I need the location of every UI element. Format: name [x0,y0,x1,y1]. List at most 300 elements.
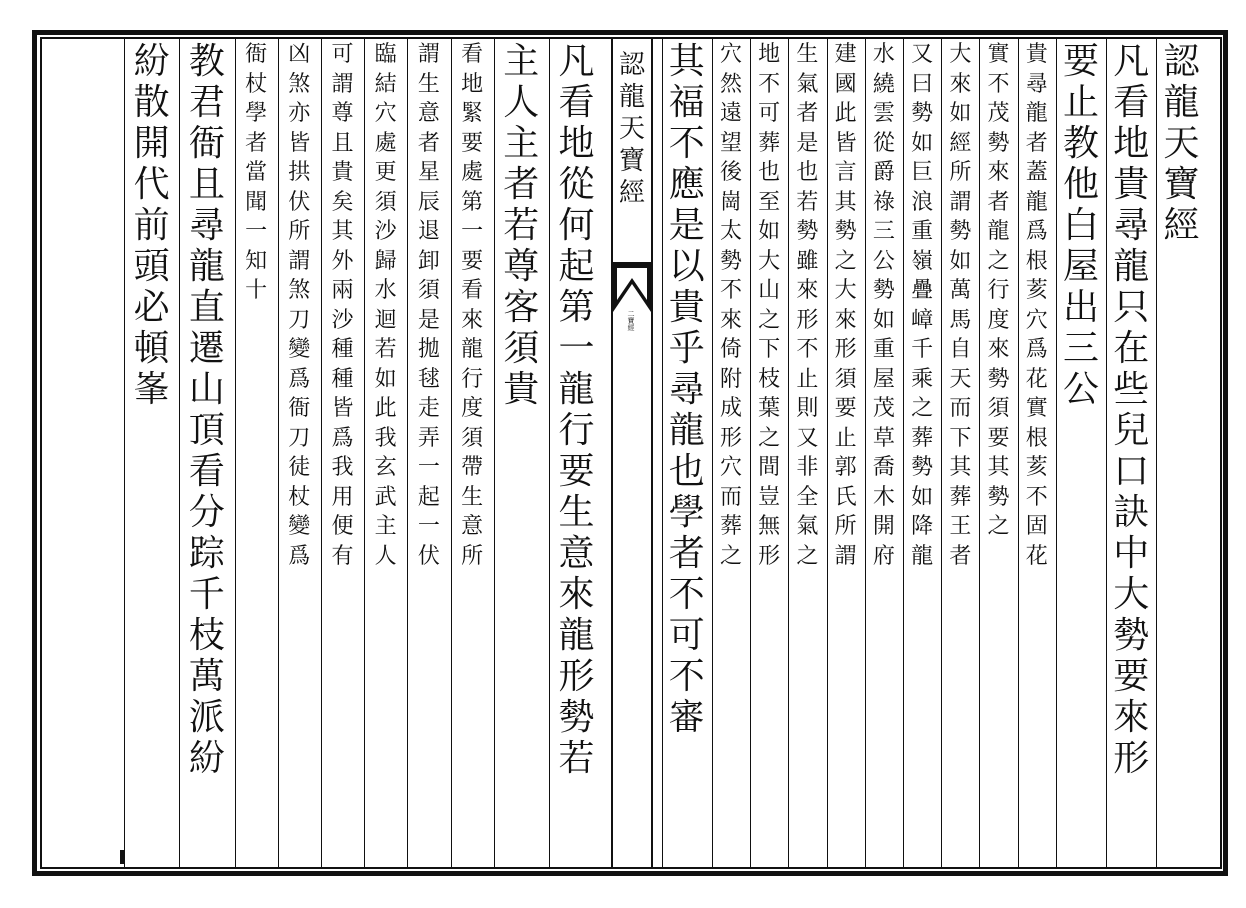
glyph: 皆 [834,130,857,156]
glyph: 倚 [719,337,742,362]
glyph: 茂 [872,396,895,421]
glyph: 勢 [558,697,595,738]
glyph: 須 [374,189,397,215]
glyph: 木 [872,484,895,510]
center-title-char: 龍 [618,82,645,112]
commentary-column [239,44,274,310]
glyph: 地 [461,71,484,97]
glyph: 萬 [188,656,225,697]
glyph: 不 [1025,484,1048,510]
glyph: 行 [461,366,484,392]
glyph: 不 [796,337,819,362]
glyph: 若 [374,337,397,362]
glyph: 教 [1063,123,1100,164]
glyph: 大 [1113,574,1150,615]
glyph: 勢 [1113,615,1150,656]
glyph: 勢 [987,366,1010,392]
glyph: 後 [719,160,742,185]
glyph: 須 [834,366,857,392]
column-rule [494,37,495,869]
column-rule [750,37,751,869]
glyph: 以 [668,246,705,287]
glyph: 祿 [872,189,895,215]
glyph: 下 [758,337,781,362]
glyph: 中 [1113,533,1150,574]
glyph: 從 [558,164,595,205]
glyph: 天 [949,366,972,392]
glyph: 直 [188,287,225,328]
center-title-char: 經 [618,178,645,208]
glyph: 杖 [288,484,311,510]
glyph: 龍 [668,410,705,451]
glyph: 也 [668,451,705,492]
glyph: 之 [758,425,781,451]
glyph: 我 [374,425,397,451]
glyph: 客 [503,287,540,328]
glyph: 是 [796,130,819,156]
glyph: 白 [1063,205,1100,246]
glyph: 杖 [245,71,268,97]
glyph: 則 [796,396,819,421]
glyph: 大 [834,278,857,303]
glyph: 地 [758,42,781,67]
glyph: 也 [758,160,781,185]
glyph: 迴 [374,307,397,333]
glyph: 尋 [668,369,705,410]
glyph: 出 [1063,287,1100,328]
glyph: 如 [949,101,972,126]
glyph: 人 [503,82,540,123]
glyph: 衙 [188,123,225,164]
glyph: 此 [834,101,857,126]
glyph: 形 [1113,738,1150,779]
glyph: 之 [987,514,1010,539]
glyph: 一 [417,455,440,480]
glyph: 尋 [188,205,225,246]
glyph: 若 [503,205,540,246]
glyph: 爲 [288,366,311,392]
glyph: 些 [1113,369,1150,410]
glyph: 千 [188,574,225,615]
glyph: 須 [417,278,440,303]
glyph: 屋 [872,366,895,392]
glyph: 如 [872,307,895,333]
glyph: 也 [796,160,819,185]
glyph: 如 [911,484,934,510]
glyph: 看 [1113,82,1150,123]
glyph: 言 [834,160,857,185]
glyph: 用 [331,484,354,510]
glyph: 要 [834,396,857,421]
glyph: 而 [719,484,742,510]
glyph: 第 [461,189,484,215]
glyph: 一 [461,219,484,244]
glyph: 只 [1113,287,1150,328]
glyph: 辰 [417,189,440,215]
glyph: 而 [949,396,972,421]
glyph: 屋 [1063,246,1100,287]
glyph: 非 [796,455,819,480]
glyph: 貴 [331,160,354,185]
glyph: 乎 [668,328,705,369]
glyph: 頭 [133,246,170,287]
glyph: 巨 [911,160,934,185]
glyph: 枝 [758,366,781,392]
glyph: 者 [796,101,819,126]
glyph: 下 [949,425,972,451]
glyph: 氣 [796,514,819,539]
column-rule [827,37,828,869]
glyph: 降 [911,514,934,539]
glyph: 馬 [949,307,972,333]
glyph: 且 [188,164,225,205]
glyph: 毬 [417,366,440,392]
glyph: 公 [1063,369,1100,410]
glyph: 又 [911,42,934,67]
glyph: 千 [911,337,934,362]
glyph: 意 [558,533,595,574]
glyph: 須 [503,328,540,369]
glyph: 代 [133,164,170,205]
glyph: 形 [719,425,742,451]
glyph: 三 [872,219,895,244]
glyph: 來 [834,307,857,333]
glyph: 貴 [1025,42,1048,67]
glyph: 紛 [133,41,170,82]
glyph: 口 [1113,451,1150,492]
glyph: 來 [987,160,1010,185]
glyph: 嶂 [911,307,934,333]
glyph: 穴 [1025,307,1048,333]
glyph: 荄 [1025,278,1048,303]
glyph: 來 [461,307,484,333]
glyph: 在 [1113,328,1150,369]
glyph: 氣 [796,71,819,97]
glyph: 葬 [758,130,781,156]
glyph: 又 [796,425,819,451]
glyph: 府 [872,543,895,569]
column-rule [407,37,408,869]
glyph: 實 [1025,396,1048,421]
glyph: 煞 [288,278,311,303]
glyph: 刀 [288,307,311,333]
fish-tail-mark-icon [613,262,651,312]
glyph: 龍 [558,615,595,656]
glyph: 勢 [834,219,857,244]
glyph: 乘 [911,366,934,392]
column-rule [903,37,904,869]
glyph: 結 [374,71,397,97]
glyph: 重 [872,337,895,362]
glyph: 前 [133,205,170,246]
glyph: 兒 [1113,410,1150,451]
glyph: 學 [245,101,268,126]
glyph: 所 [461,543,484,569]
column-rule [179,37,180,869]
main-text-column [663,41,710,741]
glyph: 者 [987,189,1010,215]
glyph: 不 [758,71,781,97]
glyph: 處 [374,130,397,156]
glyph: 一 [417,514,440,539]
glyph: 帶 [461,455,484,480]
glyph: 謂 [331,71,354,97]
glyph: 尋 [1113,205,1150,246]
glyph: 如 [374,366,397,392]
glyph: 尊 [331,101,354,126]
glyph: 度 [461,396,484,421]
glyph: 大 [949,42,972,67]
glyph: 貴 [1113,164,1150,205]
glyph: 國 [834,71,857,97]
glyph: 其 [949,455,972,480]
glyph: 至 [758,189,781,215]
glyph: 龍 [1025,101,1048,126]
glyph: 不 [987,71,1010,97]
glyph: 外 [331,248,354,274]
glyph: 起 [558,246,595,287]
glyph: 葉 [758,396,781,421]
glyph: 走 [417,396,440,421]
glyph: 看 [461,42,484,67]
glyph: 是 [417,307,440,333]
glyph: 開 [872,514,895,539]
glyph: 者 [1025,130,1048,156]
main-text-column [128,41,175,413]
glyph: 須 [461,425,484,451]
glyph: 且 [331,130,354,156]
glyph: 繞 [872,71,895,97]
glyph: 萬 [949,278,972,303]
glyph: 如 [758,219,781,244]
column-rule [235,37,236,869]
glyph: 龍 [1025,189,1048,215]
glyph: 頂 [188,410,225,451]
column-rule [979,37,980,869]
glyph: 必 [133,287,170,328]
glyph: 龍 [1163,82,1200,123]
column-rule [1056,37,1057,869]
glyph: 然 [719,71,742,97]
glyph: 寶 [1163,164,1200,205]
glyph: 皆 [331,396,354,421]
glyph: 無 [758,514,781,539]
column-rule [278,37,279,869]
glyph: 刀 [288,425,311,451]
column-rule [549,37,550,869]
glyph: 起 [417,484,440,510]
commentary-column [282,44,317,575]
main-text-column [1158,41,1205,249]
glyph: 草 [872,425,895,451]
glyph: 分 [188,492,225,533]
glyph: 更 [374,160,397,185]
column-rule [364,37,365,869]
glyph: 爲 [1025,337,1048,362]
glyph: 第 [558,287,595,328]
glyph: 臨 [374,42,397,67]
glyph: 主 [503,123,540,164]
glyph: 葬 [719,514,742,539]
glyph: 附 [719,366,742,392]
glyph: 形 [796,307,819,333]
glyph: 衙 [245,42,268,67]
glyph: 穴 [719,455,742,480]
glyph: 從 [872,130,895,156]
glyph: 開 [133,123,170,164]
glyph: 皆 [288,130,311,156]
glyph: 形 [834,337,857,362]
glyph: 三 [1063,328,1100,369]
glyph: 貴 [503,369,540,410]
glyph: 煞 [288,71,311,97]
glyph: 來 [949,71,972,97]
glyph: 止 [1063,82,1100,123]
glyph: 所 [834,514,857,539]
glyph: 勢 [987,130,1010,156]
column-rule [1156,37,1157,869]
glyph: 嶺 [911,248,934,274]
glyph: 葬 [949,484,972,510]
main-text-column [553,41,600,782]
glyph: 拱 [288,160,311,185]
glyph: 重 [911,219,934,244]
commentary-column [866,44,901,575]
glyph: 歸 [374,248,397,274]
glyph: 來 [987,337,1010,362]
glyph: 謂 [834,543,857,569]
glyph: 望 [719,130,742,156]
glyph: 意 [461,514,484,539]
glyph: 龍 [188,246,225,287]
glyph: 勢 [796,219,819,244]
glyph: 所 [949,160,972,185]
glyph: 氏 [834,484,857,510]
glyph: 者 [503,164,540,205]
center-marker: 二寶經 [627,310,635,331]
glyph: 踪 [188,533,225,574]
center-title-char: 天 [618,114,645,144]
glyph: 自 [949,337,972,362]
glyph: 意 [417,101,440,126]
glyph: 謂 [288,248,311,274]
glyph: 穴 [374,101,397,126]
center-title-char: 寶 [618,146,645,176]
glyph: 喬 [872,455,895,480]
glyph: 經 [1163,205,1200,246]
glyph: 人 [374,543,397,569]
commentary-column [790,44,825,575]
glyph: 龍 [987,219,1010,244]
glyph: 知 [245,248,268,274]
glyph: 訣 [1113,492,1150,533]
glyph: 水 [872,42,895,67]
glyph: 崗 [719,189,742,215]
glyph: 行 [987,278,1010,303]
glyph: 龍 [1113,246,1150,287]
center-title [614,52,650,212]
glyph: 凡 [558,41,595,82]
glyph: 遠 [719,101,742,126]
glyph: 我 [331,455,354,480]
glyph: 若 [558,738,595,779]
glyph: 實 [987,42,1010,67]
glyph: 勢 [911,455,934,480]
glyph: 卸 [417,248,440,274]
glyph: 弄 [417,425,440,451]
glyph: 茂 [987,101,1010,126]
glyph: 勢 [872,278,895,303]
commentary-column [1019,44,1054,575]
column-rule [865,37,866,869]
glyph: 謂 [417,42,440,67]
glyph: 看 [558,82,595,123]
glyph: 形 [758,543,781,569]
glyph: 如 [949,248,972,274]
glyph: 派 [188,697,225,738]
glyph: 福 [668,82,705,123]
glyph: 之 [834,248,857,274]
glyph: 峯 [133,369,170,410]
glyph: 一 [245,219,268,244]
glyph: 不 [719,278,742,303]
commentary-column [325,44,360,575]
glyph: 聞 [245,189,268,215]
glyph: 凡 [1113,41,1150,82]
glyph: 其 [987,455,1010,480]
glyph: 要 [461,248,484,274]
glyph: 凶 [288,42,311,67]
column-rule [712,37,713,869]
glyph: 此 [374,396,397,421]
commentary-column [411,44,446,575]
glyph: 雖 [796,248,819,274]
glyph: 矣 [331,189,354,215]
glyph: 看 [188,451,225,492]
glyph: 勢 [949,219,972,244]
commentary-column [713,44,748,575]
glyph: 尊 [503,246,540,287]
glyph: 之 [719,543,742,569]
glyph: 貴 [668,287,705,328]
glyph: 荄 [1025,455,1048,480]
glyph: 枝 [188,615,225,656]
glyph: 大 [758,248,781,274]
glyph: 者 [668,533,705,574]
glyph: 可 [758,101,781,126]
glyph: 之 [758,307,781,333]
glyph: 者 [949,543,972,569]
glyph: 地 [558,123,595,164]
glyph: 要 [558,451,595,492]
glyph: 來 [1113,697,1150,738]
center-title-char: 認 [618,50,645,80]
glyph: 止 [796,366,819,392]
glyph: 應 [668,164,705,205]
glyph: 審 [668,697,705,738]
glyph: 亦 [288,101,311,126]
glyph: 其 [834,189,857,215]
glyph: 生 [461,484,484,510]
ink-mark [120,850,125,864]
glyph: 種 [331,337,354,362]
glyph: 拋 [417,337,440,362]
glyph: 變 [288,514,311,539]
glyph: 勢 [911,101,934,126]
glyph: 要 [987,425,1010,451]
glyph: 變 [288,337,311,362]
glyph: 生 [558,492,595,533]
